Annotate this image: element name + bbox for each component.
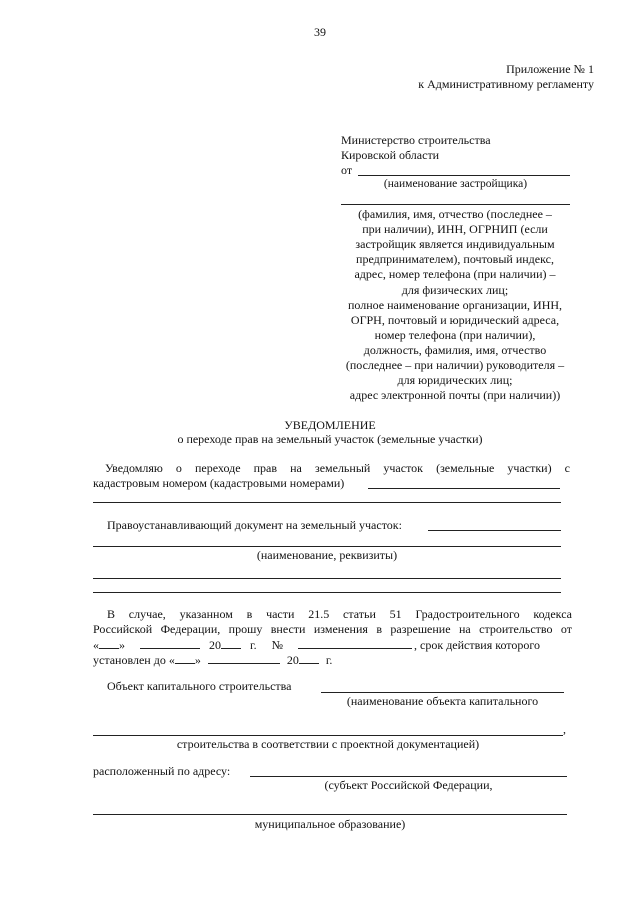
permit-year-field[interactable]	[221, 637, 241, 649]
address-caption1: (субъект Российской Федерации,	[324, 778, 493, 792]
permit-validity-line: установлен до « » 20 г.	[93, 653, 333, 667]
address-caption2: муниципальное образование)	[254, 817, 406, 831]
capital-object-field-line2[interactable]	[93, 735, 563, 736]
permit-change-line1: В случае, указанном в части 21.5 статьи 51 Градостроительного кодекса	[107, 607, 572, 621]
developer-details-caption-line: адрес электронной почты (при наличии))	[349, 388, 561, 403]
developer-details-caption-line: (последнее – при наличии) руководителя –	[345, 358, 565, 372]
developer-details-caption-line: номер телефона (при наличии),	[374, 327, 536, 342]
title-document-label: Правоустанавливающий документ на земельный участок:	[107, 518, 402, 532]
developer-details-caption-line: адрес, номер телефона (при наличии) –	[354, 267, 556, 282]
appendix-number: Приложение № 1	[506, 62, 594, 76]
transfer-statement-line2: кадастровым номером (кадастровыми номерами)	[93, 476, 345, 490]
developer-details-caption-line: полное наименование организации, ИНН,	[347, 297, 563, 312]
validity-year-field[interactable]	[299, 652, 319, 664]
capital-object-comma: ,	[563, 722, 566, 736]
notice-title: УВЕДОМЛЕНИЕ	[284, 418, 376, 432]
cadastral-number-field-continuation[interactable]	[93, 502, 561, 503]
address-field[interactable]	[250, 776, 567, 777]
address-field-line2[interactable]	[93, 814, 567, 815]
title-document-field-line3[interactable]	[93, 578, 561, 579]
title-document-field[interactable]	[428, 530, 561, 531]
title-document-caption: (наименование, реквизиты)	[256, 548, 398, 562]
title-document-field-line4[interactable]	[93, 592, 561, 593]
developer-caption: (наименование застройщика)	[383, 178, 528, 190]
cadastral-number-field[interactable]	[368, 488, 560, 489]
permit-number-field[interactable]	[298, 637, 412, 649]
permit-change-line2: Российской Федерации, прошу внести изменения в разрешение на строительство от	[93, 622, 572, 636]
capital-object-field[interactable]	[321, 692, 564, 693]
page-number: 39	[314, 25, 326, 39]
permit-date-line: « » 20 г. № , срок действия которого	[93, 638, 540, 652]
appendix-reference: к Административному регламенту	[418, 77, 594, 91]
capital-object-label: Объект капитального строительства	[107, 679, 292, 693]
developer-details-caption-line: должность, фамилия, имя, отчество	[363, 342, 547, 357]
validity-month-field[interactable]	[208, 652, 280, 664]
address-label: расположенный по адресу:	[93, 764, 231, 778]
developer-field-line[interactable]	[358, 175, 570, 176]
notice-subtitle: о переходе прав на земельный участок (земельные участки)	[177, 432, 483, 446]
ministry-name: Министерство строительства	[341, 133, 491, 147]
developer-details-caption-line: (фамилия, имя, отчество (последнее –	[358, 207, 552, 221]
developer-details-caption-line: ОГРН, почтовый и юридический адреса,	[350, 312, 560, 327]
permit-day-field[interactable]	[99, 637, 119, 649]
ministry-region: Кировской области	[341, 148, 440, 162]
capital-object-caption1: (наименование объекта капитального	[346, 694, 539, 708]
capital-object-caption2: строительства в соответствии с проектной документацией)	[176, 737, 480, 751]
developer-details-caption-line: застройщик является индивидуальным	[355, 237, 555, 252]
developer-details-caption-line: при наличии), ИНН, ОГРНИП (если	[362, 222, 548, 237]
transfer-statement-line1: Уведомляю о переходе прав на земельный участок (земельные участки) с	[105, 461, 570, 475]
permit-month-field[interactable]	[140, 637, 200, 649]
developer-details-caption-line: для юридических лиц;	[397, 373, 513, 388]
developer-details-caption-line: предпринимателем), почтовый индекс,	[356, 252, 554, 267]
developer-details-caption-line: для физических лиц;	[401, 282, 509, 297]
validity-day-field[interactable]	[175, 652, 195, 664]
from-prefix: от	[341, 163, 353, 177]
title-document-field-line2[interactable]	[93, 546, 561, 547]
developer-details-line[interactable]	[341, 204, 570, 205]
